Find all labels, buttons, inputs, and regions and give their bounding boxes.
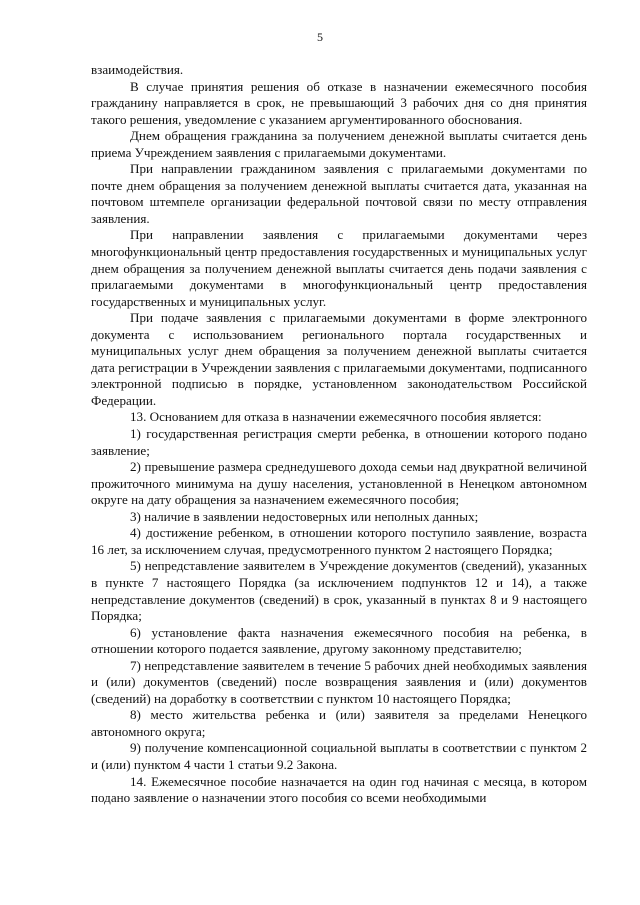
refusal-ground-3: 3) наличие в заявлении недостоверных или неполных данных; — [130, 508, 479, 524]
refusal-ground-4: 4) достижение ребенком, в отношении которого поступило заявление, возраста 16 лет, за исключением случая, предусмотренного пунктом 2 настоящего Порядка; — [91, 525, 587, 557]
paragraph-mfc-submission: При направлении заявления с прилагаемыми документами через многофункциональный центр предоставления государственных и муниципальных услуг днем обращения за получением денежной выплаты считается день подачи заявления с прилагаемыми документами в многофункциональный центр предоставления государственных и муниципальных услуг. — [91, 227, 587, 309]
refusal-ground-7: 7) непредставление заявителем в течение 5 рабочих дней необходимых заявления и (или) документов (сведений) после возвращения заявления и (или) документов (сведений) на доработку в соответствии с пунктом 10 настоящего Порядка; — [91, 657, 587, 706]
section-13-heading: 13. Основанием для отказа в назначении ежемесячного пособия является: — [130, 409, 542, 425]
paragraph-electronic-submission: При подаче заявления с прилагаемыми документами в форме электронного документа с использованием регионального портала государственных и муниципальных услуг днем обращения за получением денежной выплаты считается дата регистрации в Учреждении заявления с прилагаемыми документами, подписанного электронной подписью в порядке, установленном законодательством Российской Федерации. — [91, 310, 587, 408]
paragraph-application-day: Днем обращения гражданина за получением денежной выплаты считается день приема Учреждением заявления с прилагаемыми документами. — [91, 128, 587, 160]
page-number: 5 — [317, 30, 323, 44]
refusal-ground-2: 2) превышение размера среднедушевого дохода семьи над двукратной величиной прожиточного минимума на душу населения, установленной в Ненецком автономном округе на дату обращения за назначением ежемесячного пособия; — [91, 459, 587, 508]
section-14-paragraph: 14. Ежемесячное пособие назначается на один год начиная с месяца, в котором подано заявление о назначении этого пособия со всеми необходимыми — [91, 773, 587, 806]
refusal-ground-1: 1) государственная регистрация смерти ребенка, в отношении которого подано заявление; — [91, 426, 587, 458]
refusal-ground-8: 8) место жительства ребенка и (или) заявителя за пределами Ненецкого автономного округа; — [91, 707, 587, 739]
refusal-ground-6: 6) установление факта назначения ежемесячного пособия на ребенка, в отношении которого подается заявление, другому законному представителю; — [91, 624, 587, 657]
paragraph-postal-submission: При направлении гражданином заявления с прилагаемыми документами по почте днем обращения за получением денежной выплаты считается дата, указанная на почтовом штемпеле организации федеральной почтовой связи по месту отправления заявления. — [91, 161, 587, 226]
refusal-ground-5: 5) непредставление заявителем в Учреждение документов (сведений), указанных в пункте 7 настоящего Порядка (за исключением подпунктов 12 и 14), а также непредставление документов (сведений) в срок, указанный в пунктах 8 и 9 настоящего Порядка; — [91, 558, 587, 624]
refusal-ground-9: 9) получение компенсационной социальной выплаты в соответствии с пунктом 2 и (или) пунктом 4 части 1 статьи 9.2 Закона. — [91, 740, 587, 772]
paragraph-continuation: взаимодействия. — [91, 62, 184, 77]
paragraph-refusal-notice: В случае принятия решения об отказе в назначении ежемесячного пособия гражданину направляется в срок, не превышающий 3 рабочих дня со дня принятия такого решения, уведомление с указанием аргументированного обоснования. — [91, 78, 587, 127]
document-body — [91, 62, 587, 807]
